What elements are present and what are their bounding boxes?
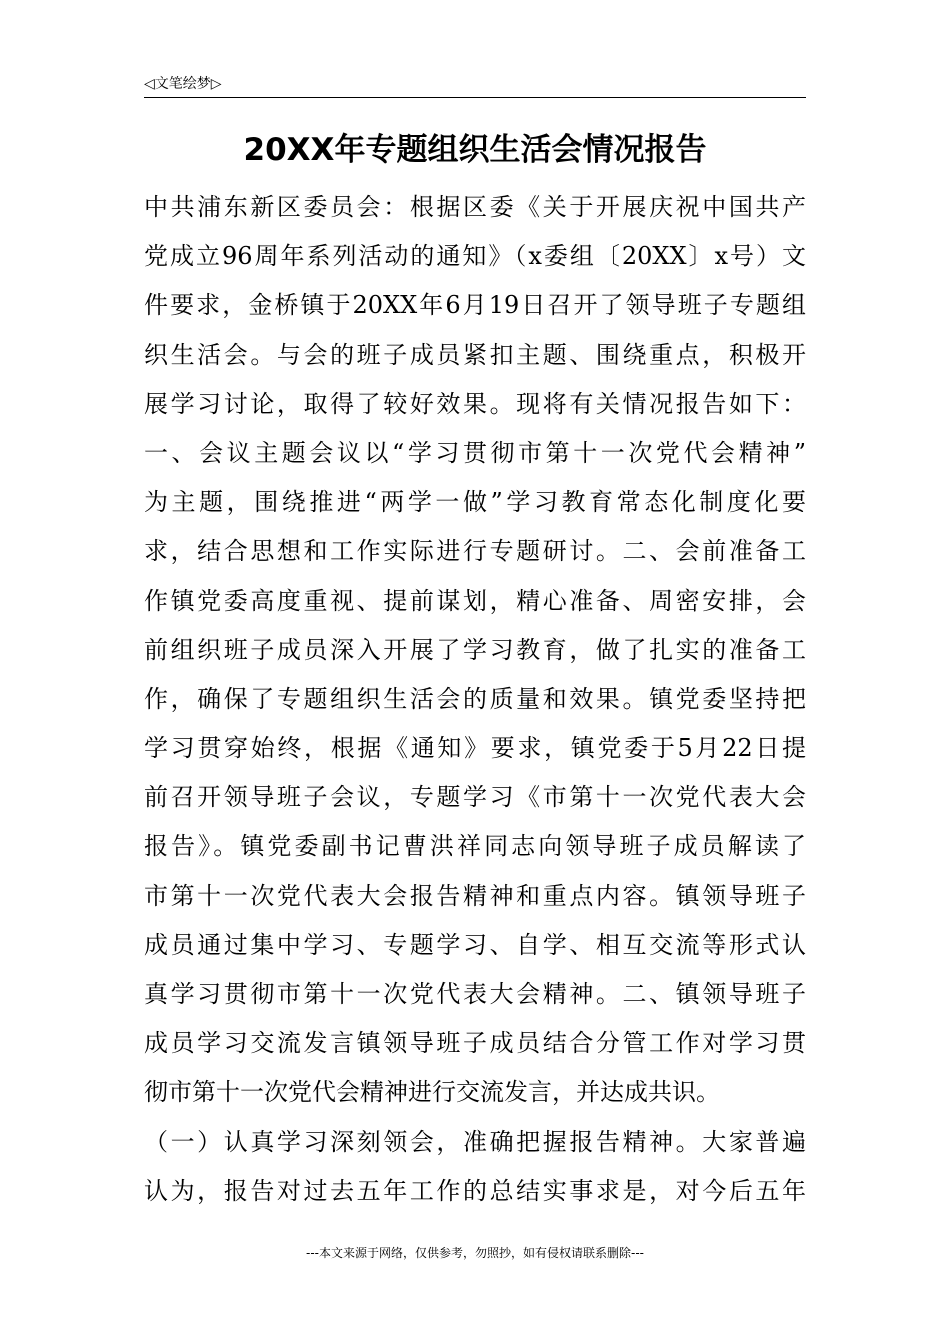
body-line: 真学习贯彻市第十一次党代表大会精神。二、镇领导班子	[144, 980, 806, 1008]
body-line: 件要求，金桥镇于20XX年6月19日召开了领导班子专题组	[144, 291, 806, 320]
document-body	[144, 183, 806, 1216]
body-line: 前召开领导班子会议，专题学习《市第十一次党代表大会	[144, 783, 806, 812]
body-line: 一、会议主题会议以“学习贯彻市第十一次党代会精神”	[144, 438, 806, 467]
body-line: 织生活会。与会的班子成员紧扣主题、围绕重点，积极开	[144, 340, 806, 369]
body-line: （一）认真学习深刻领会，准确把握报告精神。大家普遍	[144, 1127, 806, 1156]
document-title: 20XX年专题组织生活会情况报告	[243, 132, 707, 168]
body-line: 展学习讨论，取得了较好效果。现将有关情况报告如下：	[144, 389, 806, 418]
body-line: 作镇党委高度重视、提前谋划，精心准备、周密安排，会	[144, 586, 806, 615]
body-line: 为主题，围绕推进“两学一做”学习教育常态化制度化要	[144, 488, 806, 517]
body-line: 作，确保了专题组织生活会的质量和效果。镇党委坚持把	[144, 684, 806, 713]
body-line: 报告》。镇党委副书记曹洪祥同志向领导班子成员解读了	[144, 832, 806, 861]
body-line: 成员通过集中学习、专题学习、自学、相互交流等形式认	[144, 930, 806, 959]
body-line: 求，结合思想和工作实际进行专题研讨。二、会前准备工	[144, 537, 806, 566]
body-line: 彻市第十一次党代会精神进行交流发言，并达成共识。	[144, 1078, 720, 1107]
header-divider	[144, 97, 806, 98]
body-line: 中共浦东新区委员会：根据区委《关于开展庆祝中国共产	[144, 193, 806, 221]
body-line: 党成立96周年系列活动的通知》（x委组〔20XX〕x号）文	[144, 242, 806, 271]
footer-disclaimer: ---本文来源于网络，仅供参考，勿照抄，如有侵权请联系删除---	[306, 1246, 644, 1260]
body-line: 市第十一次党代表大会报告精神和重点内容。镇领导班子	[144, 881, 806, 910]
body-line: 前组织班子成员深入开展了学习教育，做了扎实的准备工	[144, 635, 806, 664]
body-line: 学习贯穿始终，根据《通知》要求，镇党委于5月22日提	[144, 734, 806, 763]
body-line: 认为，报告对过去五年工作的总结实事求是，对今后五年	[144, 1176, 806, 1205]
header-mark: ◁文笔绘梦▷	[144, 76, 222, 92]
body-line: 成员学习交流发言镇领导班子成员结合分管工作对学习贯	[144, 1029, 806, 1058]
